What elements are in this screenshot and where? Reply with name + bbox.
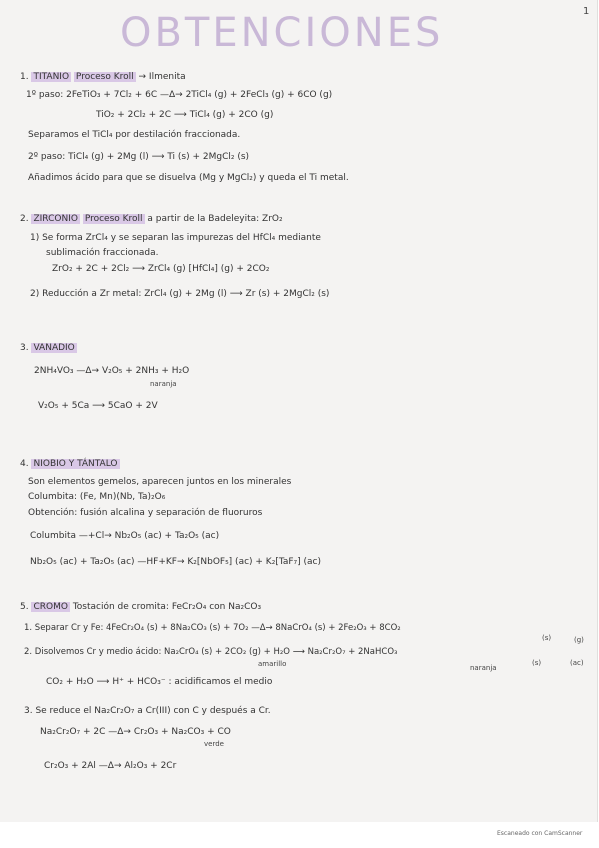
section-description: a partir de la Badeleyita: ZrO₂ <box>147 214 283 224</box>
cromo-l1-sub-s: (s) <box>542 634 552 642</box>
zirconio-line-2: sublimación fraccionada. <box>46 248 159 258</box>
niobio-line-5: Nb₂O₅ (ac) + Ta₂O₅ (ac) —HF+KF→ K₂[NbOF₅] (ac) + K₂[TaF₇] (ac) <box>30 557 321 567</box>
zirconio-line-3: ZrO₂ + 2C + 2Cl₂ ⟶ ZrCl₄ (g) [HfCl₄] (g) + 2CO₂ <box>52 264 270 274</box>
section-name: VANADIO <box>33 343 75 353</box>
cromo-line-2: 2. Disolvemos Cr y medio ácido: Na₂CrO₄ (s) + 2CO₂ (g) + H₂O ⟶ Na₂Cr₂O₇ + 2NaHCO₃ <box>24 647 398 657</box>
section-description: Tostación de cromita: FeCr₂O₄ con Na₂CO₃ <box>72 602 262 612</box>
cromo-l2-sub-s: (s) <box>532 659 542 667</box>
section-number: 4. <box>20 459 29 469</box>
section-zirconio-heading <box>20 213 283 225</box>
section-name: TITANIO <box>33 72 70 82</box>
vanadio-line-1: 2NH₄VO₃ —Δ→ V₂O₅ + 2NH₃ + H₂O <box>34 366 190 376</box>
section-name: ZIRCONIO <box>33 214 78 224</box>
cromo-l1-sub-g: (g) <box>574 636 584 644</box>
page-number: 1 <box>583 6 590 17</box>
section-number: 3. <box>20 343 29 353</box>
titanio-line-5: Añadimos ácido para que se disuelva (Mg y MgCl₂) y queda el Ti metal. <box>28 173 349 183</box>
vanadio-note: naranja <box>150 380 177 388</box>
cromo-line-3: CO₂ + H₂O ⟶ H⁺ + HCO₃⁻ : acidificamos el medio <box>46 677 273 687</box>
niobio-line-4: Columbita —+Cl→ Nb₂O₅ (ac) + Ta₂O₅ (ac) <box>30 531 220 541</box>
cromo-line-4: 3. Se reduce el Na₂Cr₂O₇ a Cr(III) con C y después a Cr. <box>24 706 271 716</box>
titanio-line-3: Separamos el TiCl₄ por destilación fraccionada. <box>28 130 241 140</box>
scanner-watermark: Escaneado con CamScanner <box>497 830 583 837</box>
niobio-line-2: Columbita: (Fe, Mn)(Nb, Ta)₂O₆ <box>28 492 166 502</box>
titanio-line-2: TiO₂ + 2Cl₂ + 2C ⟶ TiCl₄ (g) + 2CO (g) <box>96 110 274 120</box>
cromo-note-amarillo: amarillo <box>258 660 287 668</box>
section-niobio-heading <box>20 458 120 470</box>
cromo-line-1: 1. Separar Cr y Fe: 4FeCr₂O₄ (s) + 8Na₂CO₃ (s) + 7O₂ —Δ→ 8NaCrO₄ (s) + 2Fe₂O₃ + 8CO₂ <box>24 623 401 633</box>
section-name: CROMO <box>33 602 68 612</box>
section-name: NIOBIO Y TÁNTALO <box>33 459 118 469</box>
cromo-note-naranja: naranja <box>470 664 497 672</box>
niobio-line-1: Son elementos gemelos, aparecen juntos en los minerales <box>28 477 292 487</box>
page-title: OBTENCIONES <box>120 10 444 56</box>
section-cromo-heading <box>20 601 261 613</box>
section-method: Proceso Kroll <box>84 214 143 224</box>
cromo-note-verde: verde <box>204 740 224 748</box>
titanio-line-4: 2º paso: TiCl₄ (g) + 2Mg (l) ⟶ Ti (s) + 2MgCl₂ (s) <box>28 152 250 162</box>
section-note: → Ilmenita <box>138 72 186 82</box>
cromo-line-5: Na₂Cr₂O₇ + 2C —Δ→ Cr₂O₃ + Na₂CO₃ + CO <box>40 727 231 737</box>
section-number: 1. <box>20 72 29 82</box>
titanio-line-1: 1º paso: 2FeTiO₃ + 7Cl₂ + 6C —Δ→ 2TiCl₄ (g) + 2FeCl₃ (g) + 6CO (g) <box>26 90 333 100</box>
section-number: 2. <box>20 214 29 224</box>
zirconio-line-1: 1) Se forma ZrCl₄ y se separan las impurezas del HfCl₄ mediante <box>30 233 321 243</box>
section-method: Proceso Kroll <box>75 72 134 82</box>
niobio-line-3: Obtención: fusión alcalina y separación de fluoruros <box>28 508 263 518</box>
zirconio-line-4: 2) Reducción a Zr metal: ZrCl₄ (g) + 2Mg (l) ⟶ Zr (s) + 2MgCl₂ (s) <box>30 289 330 299</box>
vanadio-line-2: V₂O₅ + 5Ca ⟶ 5CaO + 2V <box>38 401 158 411</box>
cromo-l2-sub-ac: (ac) <box>570 659 584 667</box>
section-number: 5. <box>20 602 29 612</box>
section-vanadio-heading <box>20 342 77 354</box>
cromo-line-6: Cr₂O₃ + 2Al —Δ→ Al₂O₃ + 2Cr <box>44 761 177 771</box>
section-titanio-heading <box>20 71 186 83</box>
